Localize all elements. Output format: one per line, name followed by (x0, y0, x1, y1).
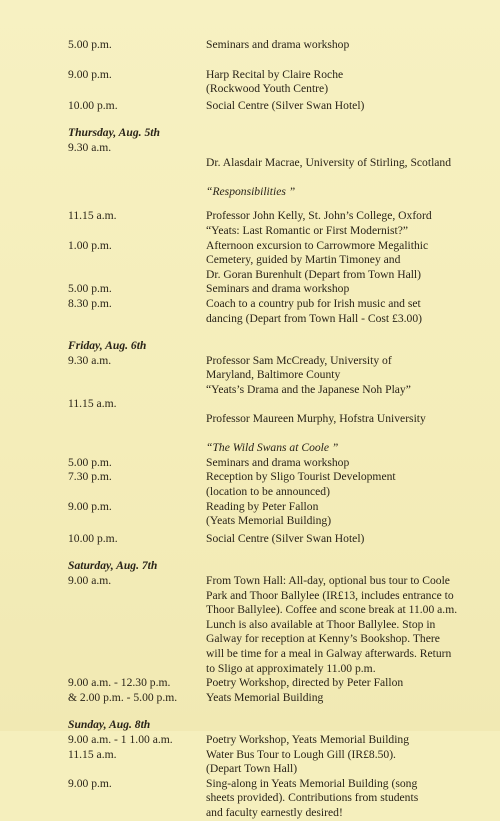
entry-description (206, 397, 483, 455)
schedule-entry (68, 532, 483, 547)
schedule-entry (68, 456, 483, 471)
schedule-entry (68, 777, 483, 821)
entry-time: 9.30 a.m. (68, 353, 112, 367)
schedule-entry (68, 38, 483, 53)
entry-time: 9.00 p.m. (68, 499, 112, 513)
day-heading-friday: Friday, Aug. 6th (68, 339, 147, 353)
entry-description: Harp Recital by Claire Roche (Rockwood Youth Centre) (206, 67, 344, 96)
entry-time: 8.30 p.m. (68, 296, 112, 310)
schedule-entry (68, 282, 483, 297)
entry-description (206, 141, 483, 199)
day-heading-sunday: Sunday, Aug. 8th (68, 718, 151, 732)
entry-time: 9.00 a.m. - 12.30 p.m. & 2.00 p.m. - 5.00 p.m. (68, 676, 178, 704)
entry-time: 9.00 p.m. (68, 776, 112, 790)
entry-description: Professor John Kelly, St. John’s College, Oxford “Yeats: Last Romantic or First Modernist?” (206, 209, 432, 237)
schedule (68, 38, 483, 821)
schedule-entry (68, 209, 483, 238)
entry-description: Social Centre (Silver Swan Hotel) (206, 98, 365, 112)
lecture-speaker: Dr. Alasdair Macrae, University of Stirling, Scotland (206, 155, 452, 169)
entry-description: Coach to a country pub for Irish music and set dancing (Depart from Town Hall - Cost £3.00) (206, 296, 422, 325)
entry-time: 5.00 p.m. (68, 455, 112, 469)
entry-time: 10.00 p.m. (68, 98, 118, 112)
schedule-entry (68, 676, 483, 705)
schedule-entry (68, 500, 483, 529)
lecture-title: “The Wild Swans at Coole ” (206, 441, 339, 455)
entry-description: Afternoon excursion to Carrowmore Megalithic Cemetery, guided by Martin Timoney and Dr. Goran Burenhult (Depart from Town Hall) (206, 238, 429, 281)
entry-time: 10.00 p.m. (68, 531, 118, 545)
day-heading-thursday: Thursday, Aug. 5th (68, 126, 160, 140)
entry-time: 9.00 a.m. - 1 1.00 a.m. (68, 732, 173, 746)
schedule-entry (68, 297, 483, 326)
schedule-entry (68, 397, 483, 455)
entry-description: Seminars and drama workshop (206, 38, 350, 51)
entry-time: 11.15 a.m. (68, 747, 117, 761)
schedule-entry (68, 733, 483, 748)
entry-description: Professor Sam McCready, University of Maryland, Baltimore County “Yeats’s Drama and the Japanese Noh Play” (206, 353, 411, 396)
schedule-entry (68, 748, 483, 777)
entry-description: Water Bus Tour to Lough Gill (IR£8.50). (Depart Town Hall) (206, 747, 396, 776)
entry-description: Reading by Peter Fallon (Yeats Memorial Building) (206, 499, 332, 528)
schedule-entry (68, 574, 483, 676)
entry-time: 11.15 a.m. (68, 209, 117, 223)
entry-description: Reception by Sligo Tourist Development (location to be announced) (206, 470, 396, 499)
entry-description: Social Centre (Silver Swan Hotel) (206, 531, 365, 545)
entry-time: 11.15 a.m. (68, 397, 117, 411)
schedule-entry (68, 470, 483, 499)
entry-time: 5.00 p.m. (68, 38, 112, 51)
entry-description: Sing-along in Yeats Memorial Building (song sheets provided). Contributions from students and faculty earnestly desired! (206, 776, 419, 819)
entry-description: Poetry Workshop, directed by Peter Fallon Yeats Memorial Building (206, 676, 404, 704)
schedule-entry (68, 68, 483, 97)
entry-description: Poetry Workshop, Yeats Memorial Building (206, 732, 410, 746)
schedule-entry (68, 354, 483, 398)
entry-time: 9.30 a.m. (68, 140, 112, 154)
schedule-entry (68, 239, 483, 283)
entry-time: 9.00 p.m. (68, 67, 112, 81)
schedule-entry (68, 141, 483, 199)
day-heading-saturday: Saturday, Aug. 7th (68, 559, 158, 573)
entry-time: 9.00 a.m. (68, 574, 112, 587)
entry-time: 1.00 p.m. (68, 238, 112, 252)
lecture-title: “Responsibilities ” (206, 184, 296, 198)
schedule-entry (68, 99, 483, 114)
lecture-speaker: Professor Maureen Murphy, Hofstra University (206, 412, 426, 426)
entry-description: Seminars and drama workshop (206, 455, 350, 469)
entry-time: 7.30 p.m. (68, 470, 112, 484)
entry-description: Seminars and drama workshop (206, 282, 350, 296)
entry-time: 5.00 p.m. (68, 282, 112, 296)
entry-description: From Town Hall: All-day, optional bus tour to Coole Park and Thoor Ballylee (IR£13, includes entrance to Thoor Ballylee). Coffee and scone break at 11.00 a.m. Lunch is also available at Thoor Ballylee. Stop in Galway for reception at Kenny’s Bookshop. There will be time for a meal in Galway afterwards. Return to Sligo at approximately 11.00 p.m. (206, 574, 458, 675)
